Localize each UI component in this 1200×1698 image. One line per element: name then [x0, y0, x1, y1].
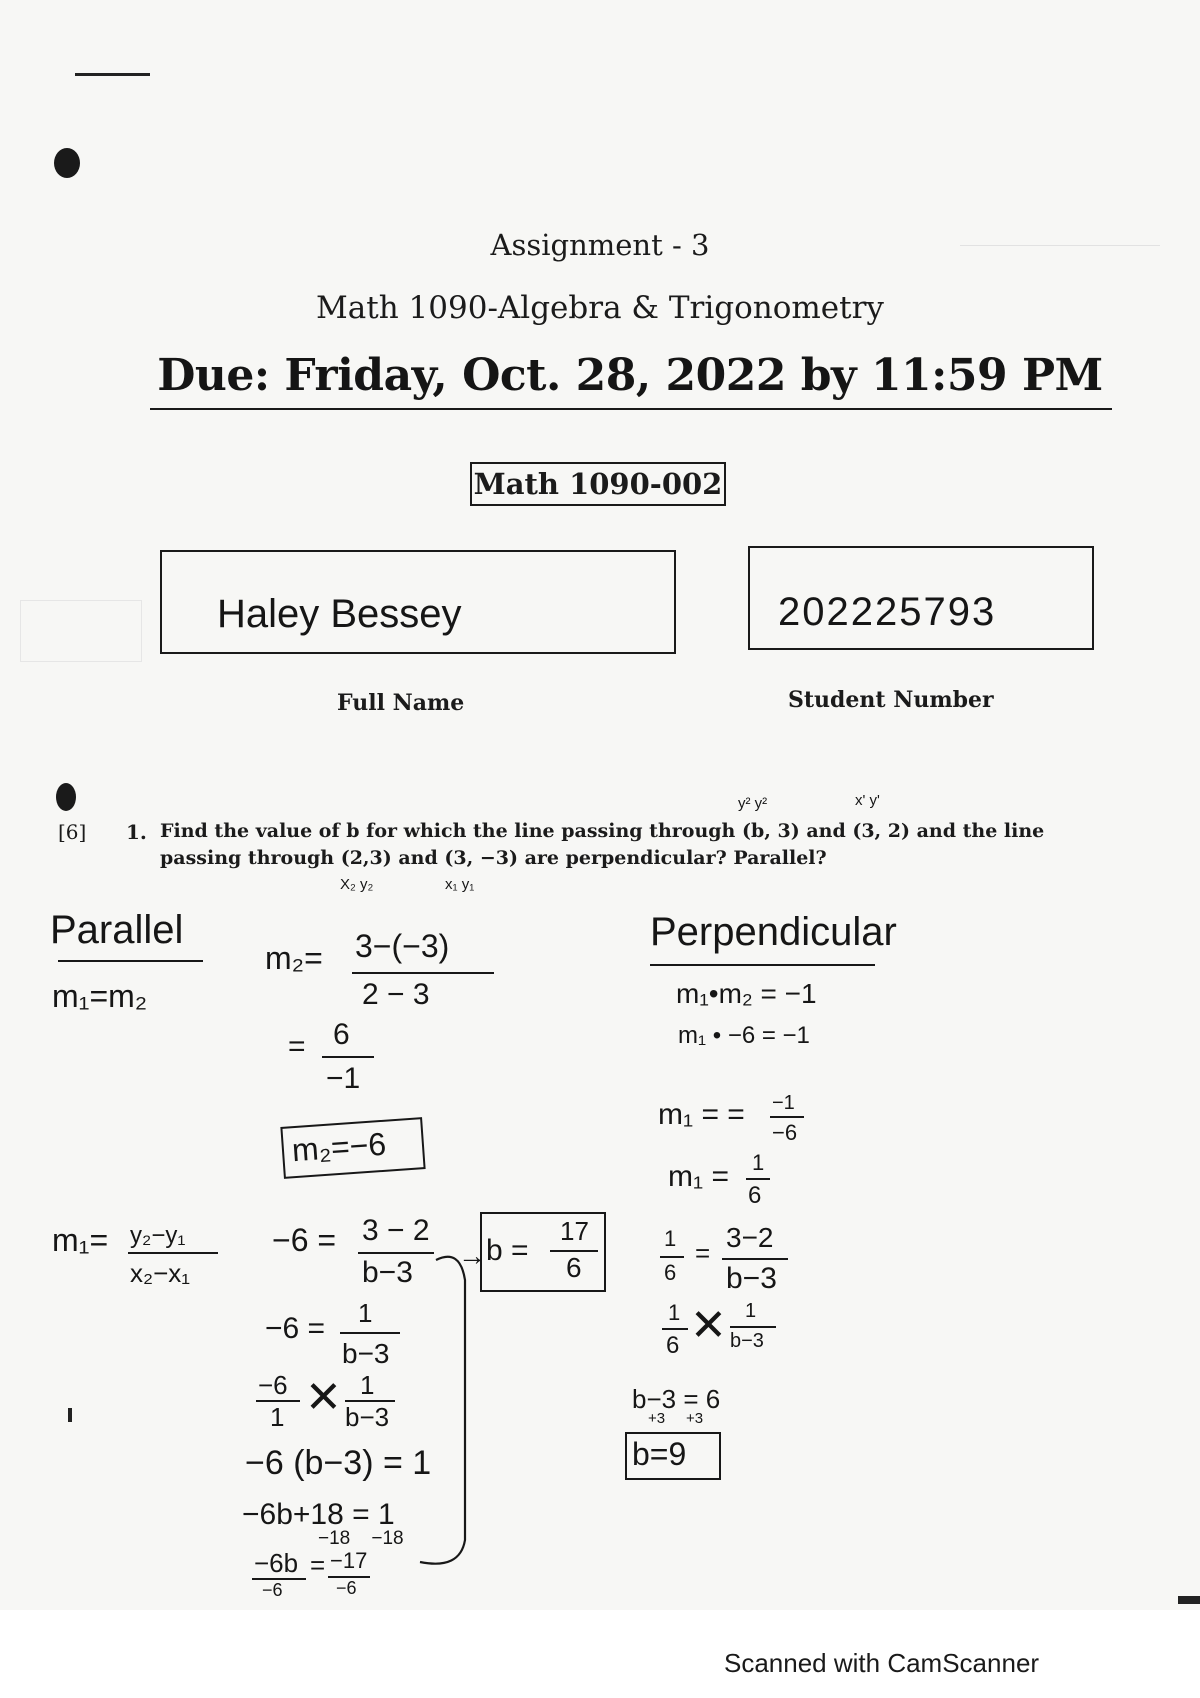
answer-denominator: 6	[566, 1252, 582, 1283]
punch-hole-middle	[56, 783, 76, 811]
section-box	[470, 462, 726, 506]
annotation-below-23: X₂ y₂	[340, 876, 374, 893]
perp-s3-left-numerator: 1	[664, 1226, 677, 1251]
perp-s4-left-numerator: 1	[668, 1300, 681, 1325]
question-text-line1: Find the value of b for which the line passing through (b, 3) and (3, 2) and the line	[160, 820, 1045, 842]
m1-fraction-bar	[128, 1252, 218, 1254]
perp-s3-left-bar	[660, 1256, 684, 1258]
step-equals: =	[288, 1030, 306, 1063]
eq5-subtraction: −18 −18	[318, 1528, 404, 1549]
edge-mark	[1178, 1596, 1200, 1604]
eq2-left: −6 =	[265, 1312, 326, 1345]
work-bracket-arrow-icon	[410, 1240, 480, 1580]
m1-label: m₁=	[52, 1222, 109, 1258]
question-text-line2: passing through (2,3) and (3, −3) are perpendicular? Parallel?	[160, 847, 827, 869]
eq2-numerator: 1	[358, 1298, 373, 1328]
perp-s4-cross-icon: ✕	[690, 1301, 727, 1350]
eq1-left: −6 =	[272, 1222, 337, 1258]
perpendicular-heading: Perpendicular	[650, 910, 897, 954]
eq2-denominator: b−3	[342, 1338, 390, 1369]
perp-s2-label: m₁ =	[668, 1160, 729, 1193]
perp-s3-right-denominator: b−3	[726, 1262, 777, 1295]
eq1-numerator: 3 − 2	[362, 1214, 430, 1247]
student-number-value: 202225793	[778, 590, 997, 634]
m2-fraction-bar	[352, 972, 494, 974]
step-fraction-bar	[322, 1056, 374, 1058]
full-name-label: Full Name	[337, 690, 465, 716]
perp-s3-right-numerator: 3−2	[726, 1222, 774, 1253]
perpendicular-heading-underline	[650, 964, 875, 966]
perp-s4-right-numerator: 1	[745, 1300, 757, 1322]
perp-s2-numerator: 1	[752, 1150, 765, 1175]
m2-result: m₂=−6	[290, 1125, 388, 1169]
perp-s1-denominator: −6	[772, 1120, 798, 1145]
perp-s4-right-bar	[730, 1326, 776, 1328]
perp-s2-bar	[746, 1178, 770, 1180]
perp-s3-right-bar	[722, 1258, 788, 1260]
perp-s3-equals: =	[695, 1238, 711, 1268]
parallel-answer-box	[480, 1212, 606, 1292]
student-number-label: Student Number	[788, 687, 994, 713]
annotation-above-b3: y² y²	[738, 795, 768, 812]
m2-denominator: 2 − 3	[362, 978, 430, 1011]
course-title: Math 1090-Algebra & Trigonometry	[316, 290, 884, 326]
perp-s5: b−3 = 6	[632, 1384, 721, 1414]
eq1-denominator: b−3	[362, 1256, 413, 1289]
annotation-above-32: x' y'	[855, 792, 880, 809]
eq6-right-denominator: −6	[336, 1578, 357, 1598]
question-points: [6]	[58, 820, 87, 844]
student-number-box	[748, 546, 1094, 650]
perp-rule1: m₁•m₂ = −1	[676, 978, 817, 1009]
due-underline	[150, 408, 1112, 410]
eq5: −6b+18 = 1	[242, 1498, 395, 1531]
answer-label: b =	[486, 1234, 529, 1267]
scanner-credit: Scanned with CamScanner	[724, 1648, 1040, 1678]
answer-numerator: 17	[560, 1216, 589, 1246]
perp-s4-left-denominator: 6	[666, 1332, 680, 1359]
perp-s1-bar	[770, 1116, 804, 1118]
eq6-left-denominator: −6	[262, 1580, 283, 1600]
punch-hole-top	[54, 148, 80, 178]
assignment-title: Assignment - 3	[490, 228, 710, 262]
eq6-left-numerator: −6b	[254, 1548, 299, 1578]
m2-result-box	[280, 1117, 425, 1179]
m1-numerator: y₂−y₁	[130, 1222, 186, 1249]
show-through-sketch	[20, 600, 142, 662]
m1-denominator: x₂−x₁	[130, 1258, 191, 1288]
full-name-value: Haley Bessey	[217, 592, 462, 636]
eq3-left-denominator: 1	[270, 1402, 285, 1432]
m2-label: m₂=	[265, 940, 323, 976]
parallel-rule: m₁=m₂	[52, 978, 148, 1014]
step-numerator: 6	[333, 1018, 350, 1051]
eq3-right-numerator: 1	[360, 1370, 375, 1400]
due-line: Due: Friday, Oct. 28, 2022 by 11:59 PM	[157, 350, 1103, 401]
eq6-right-numerator: −17	[330, 1548, 368, 1573]
eq4: −6 (b−3) = 1	[245, 1444, 432, 1482]
scan-mark-line	[75, 73, 150, 76]
perp-s1-label: m₁ = =	[658, 1098, 745, 1131]
section-box-label: Math 1090-002	[473, 467, 723, 501]
parallel-heading: Parallel	[50, 908, 184, 952]
perp-s1-numerator: −1	[772, 1092, 795, 1114]
step-denominator: −1	[326, 1062, 361, 1095]
annotation-below-3m3: x₁ y₁	[445, 876, 475, 893]
m2-numerator: 3−(−3)	[355, 928, 450, 964]
eq3-left-numerator: −6	[258, 1370, 288, 1400]
perpendicular-answer-box	[625, 1432, 721, 1480]
eq3-right-denominator: b−3	[345, 1402, 390, 1432]
parallel-heading-underline	[58, 960, 203, 962]
full-name-box	[160, 550, 676, 654]
question-number: 1.	[126, 820, 147, 844]
eq2-fraction-bar	[340, 1332, 400, 1334]
eq3-cross-icon: ✕	[305, 1373, 342, 1422]
perp-s4-right-denominator: b−3	[730, 1330, 764, 1352]
perp-s2-denominator: 6	[748, 1182, 762, 1209]
perp-s5-addition: +3 +3	[648, 1410, 704, 1427]
answer-arrow-icon: →	[458, 1240, 486, 1271]
punch-hole-bottom	[68, 1408, 72, 1422]
perp-s3-left-denominator: 6	[664, 1260, 677, 1285]
perp-s4-left-bar	[662, 1328, 688, 1330]
perp-answer: b=9	[632, 1436, 687, 1472]
perp-rule2: m₁ • −6 = −1	[678, 1022, 810, 1049]
eq6-equals: =	[310, 1550, 326, 1580]
